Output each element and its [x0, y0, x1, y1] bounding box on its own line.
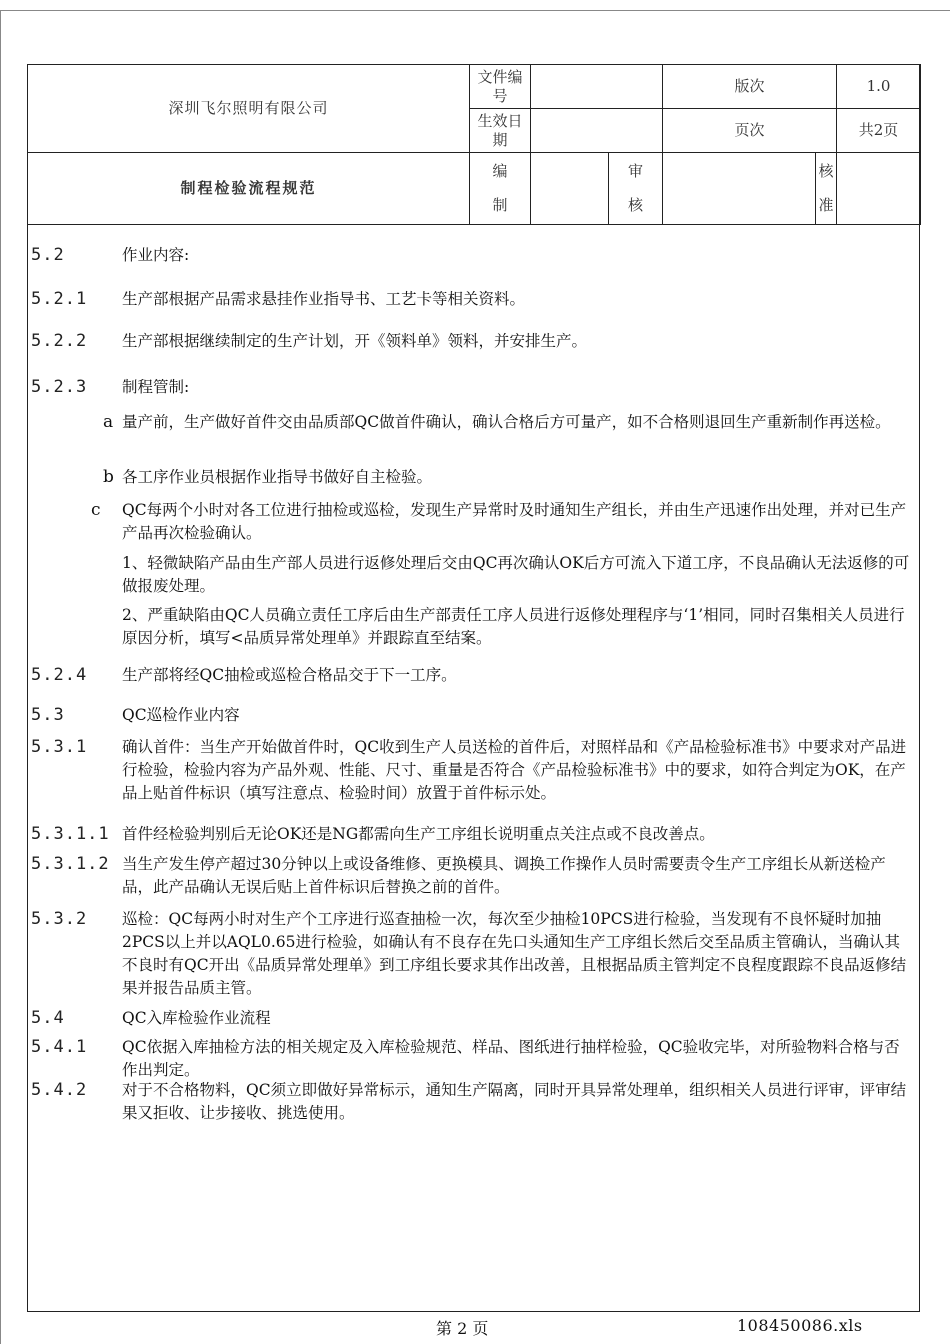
section-text: 生产部将经QC抽检或巡检合格品交于下一工序。	[122, 666, 457, 684]
prepared-by-label	[470, 153, 531, 225]
section-text: 制程管制:	[122, 378, 190, 396]
file-number-label-line2: 号	[492, 86, 508, 105]
item-letter: a	[103, 412, 114, 432]
reviewed-by-value	[663, 153, 816, 225]
document-header-table	[27, 64, 921, 225]
effective-date-value	[531, 109, 663, 153]
section-number: 5.2.3	[31, 377, 88, 397]
item-letter: c	[91, 500, 101, 520]
section-number: 5.3.2	[31, 909, 88, 929]
effective-date-label-line2: 期	[492, 130, 508, 149]
prepared-by-label-char2: 制	[492, 196, 508, 214]
section-number: 5.4.2	[31, 1080, 88, 1100]
scan-top-border	[0, 10, 950, 11]
reviewed-by-label-char2: 核	[627, 196, 643, 214]
document-body	[27, 226, 920, 1312]
approved-by-label	[816, 153, 837, 225]
item-text: 量产前，生产做好首件交由品质部QC做首件确认，确认合格后方可量产，如不合格则退回生产重新制作再送检。	[122, 413, 891, 431]
page-count-value: 共2页	[837, 109, 921, 153]
section-text: QC巡检作业内容	[122, 706, 240, 724]
page-label: 页次	[663, 109, 837, 153]
section-text: QC入库检验作业流程	[122, 1009, 271, 1027]
section-number: 5.2	[31, 245, 65, 265]
section-text: 生产部根据继续制定的生产计划，开《领料单》领料，并安排生产。	[122, 332, 588, 350]
reviewed-by-label-char1: 审	[627, 162, 643, 180]
section-number: 5.2.4	[31, 665, 88, 685]
section-number: 5.2.2	[31, 331, 88, 351]
approved-by-label-char1: 核	[818, 162, 834, 180]
file-number-label	[470, 65, 531, 109]
item-text: 1、轻微缺陷产品由生产部人员进行返修处理后交由QC再次确认OK后方可流入下道工序，不良品确认无法返修的可做报废处理。	[122, 554, 910, 595]
file-number-value	[531, 65, 663, 109]
section-text: 生产部根据产品需求悬挂作业指导书、工艺卡等相关资料。	[122, 290, 526, 308]
item-text: QC每两个小时对各工位进行抽检或巡检，发现生产异常时及时通知生产组长，并由生产迅速作出处理，并对已生产产品再次检验确认。	[122, 501, 907, 542]
company-name: 深圳飞尔照明有限公司	[28, 65, 470, 153]
item-letter: b	[103, 467, 114, 487]
section-number: 5.4	[31, 1008, 65, 1028]
prepared-by-label-char1: 编	[492, 162, 508, 180]
section-text: 巡检：QC每两小时对生产个工序进行巡查抽检一次，每次至少抽检10PCS进行检验，当发现有不良怀疑时加抽2PCS以上并以AQL0.65进行检验，如确认有不良存在先口头通知生产工序组长然后交至品质主管确认，当确认其不良时有QC开出《品质异常处理单》到工序组长要求其作出改善，且根据品质主管判定不良程度跟踪不良品返修结果并报告品质主管。	[122, 910, 907, 997]
scan-left-border	[0, 10, 1, 1344]
approved-by-value	[837, 153, 921, 225]
item-text: 2、严重缺陷由QC人员确立责任工序后由生产部责任工序人员进行返修处理程序与‘1’相同，同时召集相关人员进行原因分析，填写<品质异常处理单》并跟踪直至结案。	[122, 606, 905, 647]
file-number-label-line1: 文件编	[477, 67, 523, 86]
item-text: 各工序作业员根据作业指导书做好自主检验。	[122, 468, 433, 486]
section-text: 当生产发生停产超过30分钟以上或设备维修、更换模具、调换工作操作人员时需要责令生产工序组长从新送检产品，此产品确认无误后贴上首件标识后替换之前的首件。	[122, 855, 886, 896]
section-number: 5.3.1.1	[31, 824, 110, 844]
footer-file-name: 108450086.xls	[737, 1316, 863, 1335]
section-text: 确认首件：当生产开始做首件时，QC收到生产人员送检的首件后，对照样品和《产品检验标准书》中要求对产品进行检验，检验内容为产品外观、性能、尺寸、重量是否符合《产品检验标准书》中的要求，如符合判定为OK，在产品上贴首件标识（填写注意点、检验时间）放置于首件标示处。	[122, 738, 907, 802]
document-title: 制程检验流程规范	[28, 153, 470, 225]
effective-date-label	[470, 109, 531, 153]
reviewed-by-label	[609, 153, 663, 225]
section-number: 5.3.1	[31, 737, 88, 757]
prepared-by-value	[531, 153, 609, 225]
section-text: 对于不合格物料，QC须立即做好异常标示，通知生产隔离，同时开具异常处理单，组织相关人员进行评审，评审结果又拒收、让步接收、挑选使用。	[122, 1081, 907, 1122]
section-number: 5.4.1	[31, 1037, 88, 1057]
footer-page-number: 第 2 页	[436, 1319, 489, 1338]
section-text: 作业内容:	[122, 246, 190, 264]
section-number: 5.3.1.2	[31, 854, 110, 874]
section-text: QC依据入库抽检方法的相关规定及入库检验规范、样品、图纸进行抽样检验，QC验收完毕，对所验物料合格与否作出判定。	[122, 1038, 900, 1079]
section-number: 5.3	[31, 705, 65, 725]
section-text: 首件经检验判别后无论OK还是NG都需向生产工序组长说明重点关注点或不良改善点。	[122, 825, 715, 843]
approved-by-label-char2: 准	[818, 196, 834, 214]
section-number: 5.2.1	[31, 289, 88, 309]
version-value: 1.0	[837, 65, 921, 109]
effective-date-label-line1: 生效日	[477, 111, 523, 130]
version-label: 版次	[663, 65, 837, 109]
